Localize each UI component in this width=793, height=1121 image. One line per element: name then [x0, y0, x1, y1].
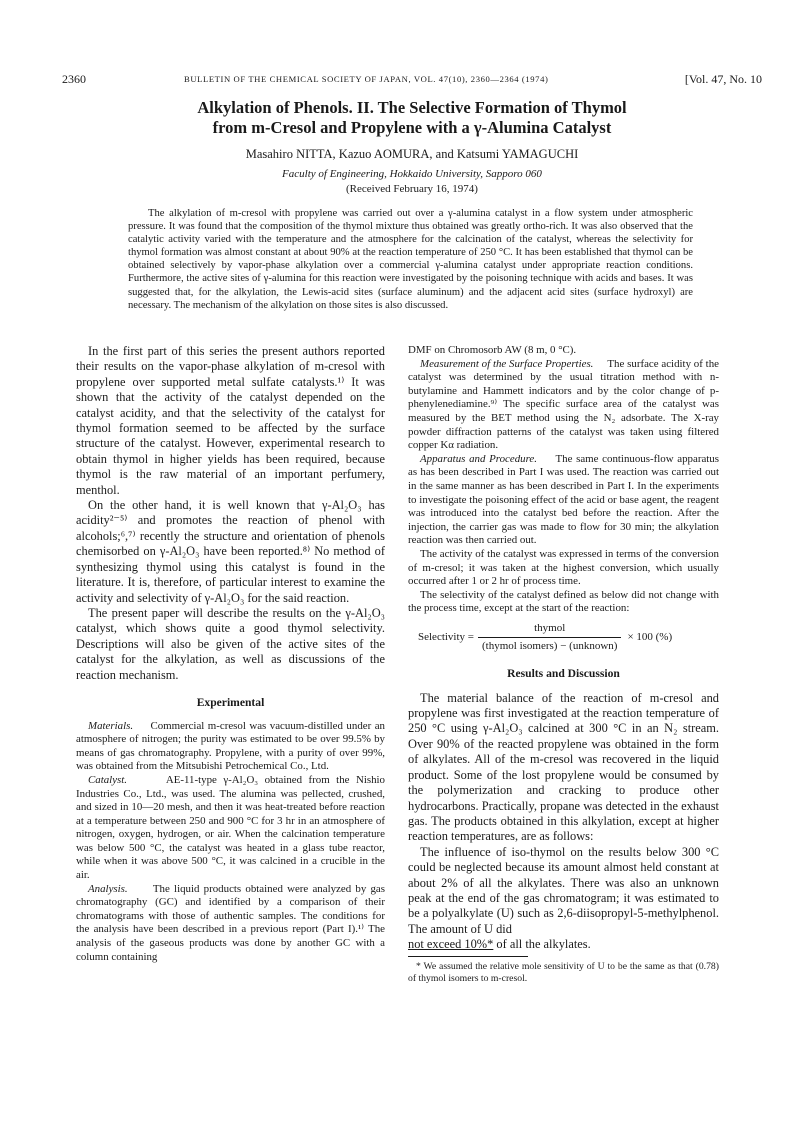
experimental-heading: Experimental: [196, 695, 265, 709]
abstract-text: The alkylation of m-cresol with propylene was carried out over a γ-alumina catalyst in a flow system under atmospheric pressure. It was found that the composition of the thymol mixture thus obtained was greatly ortho-rich. It was also observed that the catalytic activity varied with the temperature and the atmosphere for the calcination of the catalyst, whereas the selectivity for thymol formation was almost constant at about 90% at the reaction temperature of 250 °C. It has been established that thymol can be obtained selectively by vapor-phase alkylation over a commercial γ-alumina catalyst under appropriate reaction conditions. Furthermore, the active sites of γ-alumina for this reaction were investigated by the poisoning technique with acids and bases. It was suggested that, for the alkylation, the Lewis-acid sites (surface aluminum) and the adjacent acid sites (surface hydroxyl) are necessary. The mechanism of the alkylation on those sites is also discussed.: [128, 208, 693, 311]
right-column: [408, 344, 719, 985]
catalyst-label: Catalyst.: [88, 773, 128, 786]
formula-fraction: [478, 622, 621, 654]
intro-paragraph-1: In the first part of this series the present authors reported their results on the vapor-phase alkylation of m-cresol with propylene over supported metal sulfate catalysts.¹⁾ It was shown that the activity of the catalyst depended on the catalyst acidity, and that the selectivity of the catalyst for thymol formation seemed to be affected by the surface structure of the catalyst. However, experimental research to obtain thymol in higher yields has been required, because thymol is the raw material of an important perfumery, menthol.: [76, 344, 385, 497]
analysis-text: The liquid products obtained were analyzed by gas chromatography (GC) and identified by a comparison of their chromatograms with those of authentic samples. The conditions for the analysis have been described in a previous report (Part I).¹⁾ The analysis of the gaseous products was done by another GC with a column containing: [76, 882, 385, 963]
volume-info: [Vol. 47, No. 10: [684, 72, 762, 86]
running-header: [62, 72, 762, 88]
left-column: [76, 344, 385, 964]
materials-text: Commercial m-cresol was vacuum-distilled under an atmosphere of nitrogen; the purity was estimated to be over 99.5% by means of gas chromatography. Propylene, with a purity of over 99%, was obtained from the Mitsubishi Petrochemical Co., Ltd.: [76, 719, 385, 773]
page-number: 2360: [62, 72, 86, 86]
apparatus-label: Apparatus and Procedure.: [420, 452, 537, 465]
selectivity-formula: [408, 622, 719, 654]
formula-numerator: thymol: [534, 621, 566, 634]
catalyst-paragraph: [76, 774, 385, 883]
results-underlined-text: not exceed 10%*: [408, 937, 494, 952]
footnote-divider: [408, 956, 528, 957]
materials-label: Materials.: [88, 719, 134, 732]
results-paragraph-2-text: The influence of iso-thymol on the results below 300 °C could be neglected because its amount almost held constant at about 2% of all the alkylates. There was also an unknown peak at the end of the gas chromatogram; it was estimated to be a polyalkylate (U) such as 2,6-diisopropyl-5-methylphenol. The amount of U did: [408, 844, 719, 936]
results-paragraph-1: The material balance of the reaction of m-cresol and propylene was first investigated at the reaction temperature of 250 °C using γ-Al₂O₃ calcined at 300 °C in an N₂ stream. Over 90% of the reacted propylene was obtained in the form of alkylates. All of the m-cresol was recovered in the liquid product. Some of the lost propylene would be consumed by the polymerization and cracking to produce other hydrocarbons. Practically, propane was detected in the exhaust gas. The products obtained in this alkylation, except at higher reaction temperatures, are as follows:: [408, 690, 719, 844]
results-paragraph-2: [408, 845, 719, 953]
affiliation: Faculty of Engineering, Hokkaido University, Sapporo 060: [282, 168, 542, 180]
measurement-text: The surface acidity of the catalyst was determined by the usual titration method with n-butylamine and Hammett indicators and by the color change of p-phenylenediamine.⁹⁾ The specific surface area of the catalyst was measured by the BET method using the N₂ adsorbate. The X-ray powder diffraction patterns of the catalyst was taken using filtered copper Kα radiation.: [408, 357, 719, 452]
analysis-label: Analysis.: [88, 882, 128, 895]
apparatus-paragraph: [408, 453, 719, 548]
fraction-bar: [478, 637, 621, 638]
title-line-1: Alkylation of Phenols. II. The Selective Formation of Thymol: [197, 98, 627, 117]
formula-lhs: Selectivity =: [418, 631, 474, 644]
measurement-label: Measurement of the Surface Properties.: [420, 357, 594, 370]
catalyst-text: AE-11-type γ-Al₂O₃ obtained from the Nishio Industries Co., Ltd., was used. The alumina was pellected, crushed, and sized in 10—20 mesh, and then it was heat-treated before reaction at a temperature between 250 and 900 °C for 3 hr in an atmosphere of nitrogen, oxygen, hydrogen, or air. When the calcination temperature was below 500 °C, the catalyst was heated in a glass tube reactor, while when it was above 500 °C, it was calcined in a crucible in the air.: [76, 773, 385, 882]
dmf-line: DMF on Chromosorb AW (8 m, 0 °C).: [408, 344, 577, 356]
materials-paragraph: [76, 720, 385, 774]
selectivity-paragraph: The selectivity of the catalyst defined as below did not change with the process time, except at the start of the reaction:: [408, 588, 719, 615]
footnote: * We assumed the relative mole sensitivity of U to be the same as that (0.78) of thymol isomers to m-cresol.: [408, 960, 719, 984]
intro-paragraph-3: The present paper will describe the results on the γ-Al₂O₃ catalyst, which shows quite a good thymol selectivity. Descriptions will also be given of the active sites of the catalyst for the alkylation, as well as discussions of the reaction mechanism.: [76, 605, 385, 682]
formula-denominator: (thymol isomers) − (unknown): [482, 640, 618, 653]
title-line-2: from m-Cresol and Propylene with a γ-Alumina Catalyst: [212, 118, 612, 137]
article-title: [62, 98, 762, 138]
apparatus-text: The same continuous-flow apparatus as has been described in Part I was used. The reaction was carried out in the same manner as has been described in Part I. In the experiments to investigate the poisoning effect of the acid or base agent, the reagent was introduced into the catalyst bed before the reaction. After the injection, the carrier gas was made to flow for 30 min; the alkylation reaction was then carried out.: [408, 452, 719, 547]
results-paragraph-2-end: of all the alkylates.: [493, 937, 591, 952]
results-heading: Results and Discussion: [507, 667, 620, 681]
received-date: (Received February 16, 1974): [346, 183, 478, 195]
formula-rhs: × 100 (%): [627, 631, 673, 644]
measurement-paragraph: [408, 358, 719, 453]
intro-paragraph-2: On the other hand, it is well known that γ-Al₂O₃ has acidity²⁻⁵⁾ and promotes the reaction of phenol with alcohols;⁶,⁷⁾ recently the structure and orientation of phenols chemisorbed on γ-Al₂O₃ have been reported.⁸⁾ No method of synthesizing thymol using this catalyst is found in the literature. It is, therefore, of particular interest to examine the activity and selectivity of γ-Al₂O₃ for the said reaction.: [76, 498, 385, 605]
journal-citation: BULLETIN OF THE CHEMICAL SOCIETY OF JAPAN, VOL. 47(10), 2360—2364 (1974): [184, 74, 549, 84]
activity-paragraph: The activity of the catalyst was expressed in terms of the conversion of m-cresol; it was taken at the highest conversion, which usually occurred after 1 or 2 hr of process time.: [408, 547, 719, 588]
analysis-paragraph: [76, 883, 385, 965]
abstract: [128, 207, 693, 312]
author-list: Masahiro NITTA, Kazuo AOMURA, and Katsumi YAMAGUCHI: [245, 147, 579, 161]
